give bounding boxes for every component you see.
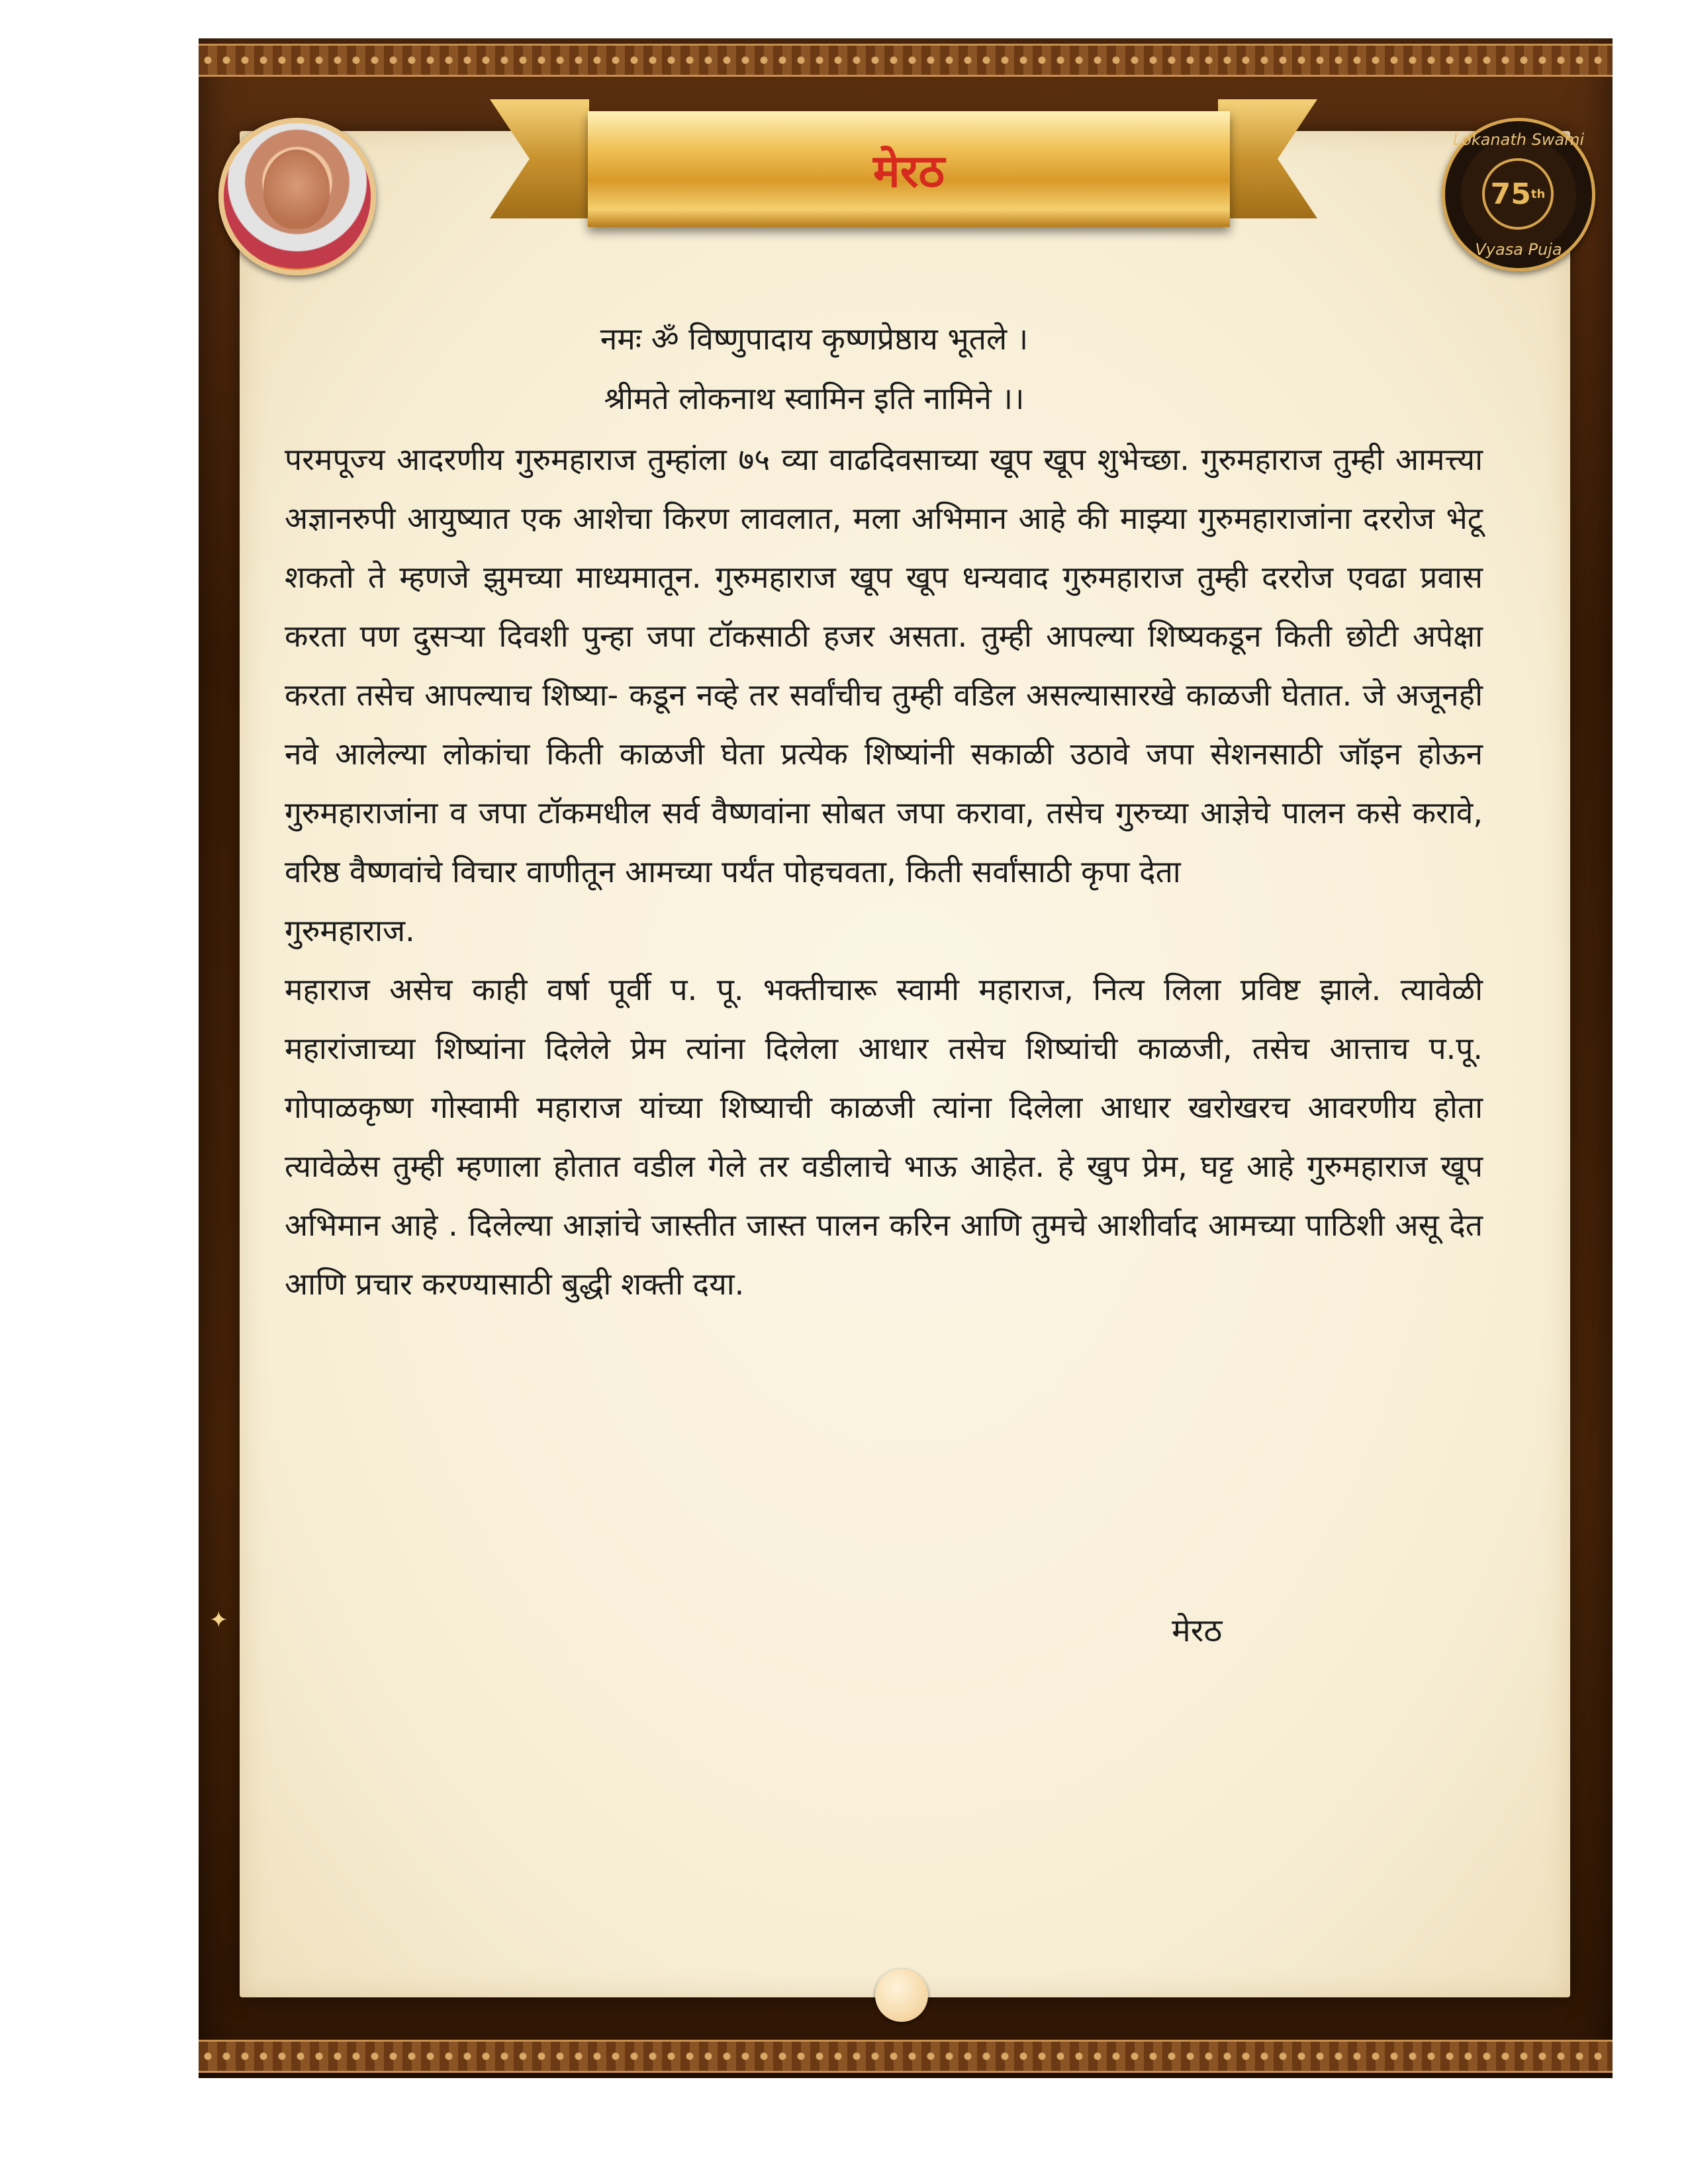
page-title: मेरठ bbox=[873, 146, 945, 198]
badge-number-value: 75 bbox=[1490, 177, 1531, 211]
frame-top-border bbox=[199, 44, 1613, 77]
guru-photo bbox=[218, 118, 376, 275]
body-paragraph-3: महाराज असेच काही वर्षा पूर्वी प. पू. भक्तीचारू स्वामी महाराज, नित्य लिला प्रविष्ट झाले. त्यावेळी महारांजाच्या शिष्यांना दिलेले प्रेम त्यांना दिलेला आधार तसेच शिष्यांची काळजी, तसेच आत्ताच प.पू. गोपाळकृष्ण गोस्वामी महाराज यांच्या शिष्याची काळजी त्यांना दिलेला आधार खरोखरच आवरणीय होता त्यावेळेस तुम्ही म्हणाला होतात वडील गेले तर वडीलाचे भाऊ आहेत. हे खुप प्रेम, घट्ट आहे गुरुमहाराज खूप अभिमान आहे . दिलेल्या आज्ञांचे जास्तीत जास्त पालन करिन आणि तुमचे आशीर्वाद आमच्या पाठिशी असू देत आणि प्रचार करण्यासाठी बुद्धी शक्ती दया. bbox=[285, 972, 1483, 1302]
sparkle-icon: ✦ bbox=[209, 1607, 228, 1633]
badge-number-suffix: th bbox=[1530, 187, 1546, 201]
letter-body bbox=[285, 430, 1483, 1314]
body-paragraph-1: परमपूज्य आदरणीय गुरुमहाराज तुम्हांला ७५ व्या वाढदिवसाच्या खूप खूप शुभेच्छा. गुरुमहाराज तुम्ही आमत्त्या अज्ञानरुपी आयुष्यात एक आशेचा किरण लावलात, मला अभिमान आहे की माझ्या गुरुमहाराजांना दररोज भेटू शकतो ते म्हणजे झुमच्या माध्यमातून. गुरुमहाराज खूप खूप धन्यवाद गुरुमहाराज तुम्ही दररोज एवढा प्रवास करता पण दुसऱ्या दिवशी पुन्हा जपा टॉकसाठी हजर असता. तुम्ही आपल्या शिष्यकडून किती छोटी अपेक्षा करता तसेच आपल्याच शिष्या- कडून नव्हे तर सर्वांचीच तुम्ही वडिल असल्यासारखे काळजी घेतात. जे अजूनही नवे आलेल्या लोकांचा किती काळजी घेता प्रत्येक शिष्यांनी सकाळी उठावे जपा सेशनसाठी जॉइन होऊन गुरुमहाराजांना व जपा टॉकमधील सर्व वैष्णवांना सोबत जपा करावा, तसेच गुरुच्या आज्ञेचे पालन कसे करावे, वरिष्ठ वैष्णवांचे विचार वाणीतून आमच्या पर्यंत पोहचवता, किती सर्वांसाठी कृपा देता bbox=[285, 441, 1483, 889]
frame-bottom-border bbox=[199, 2040, 1613, 2073]
verse-line-1: नमः ॐ विष्णुपादाय कृष्णप्रेष्ठाय भूतले । bbox=[600, 321, 1029, 357]
badge-text-top: Lokanath Swami bbox=[1452, 130, 1585, 149]
badge-text-bottom: Vyasa Puja bbox=[1475, 240, 1562, 259]
vyasa-puja-badge bbox=[1442, 118, 1595, 271]
guru-photo-face bbox=[263, 150, 330, 229]
bottom-ornament bbox=[875, 1969, 928, 2022]
signature: मेरठ bbox=[1172, 1612, 1223, 1649]
title-ribbon bbox=[588, 111, 1230, 227]
body-paragraph-2: गुरुमहाराज. bbox=[285, 913, 415, 948]
badge-number bbox=[1482, 158, 1554, 230]
verse-line-2: श्रीमते लोकनाथ स्वामिन इति नामिने ।। bbox=[604, 381, 1025, 416]
